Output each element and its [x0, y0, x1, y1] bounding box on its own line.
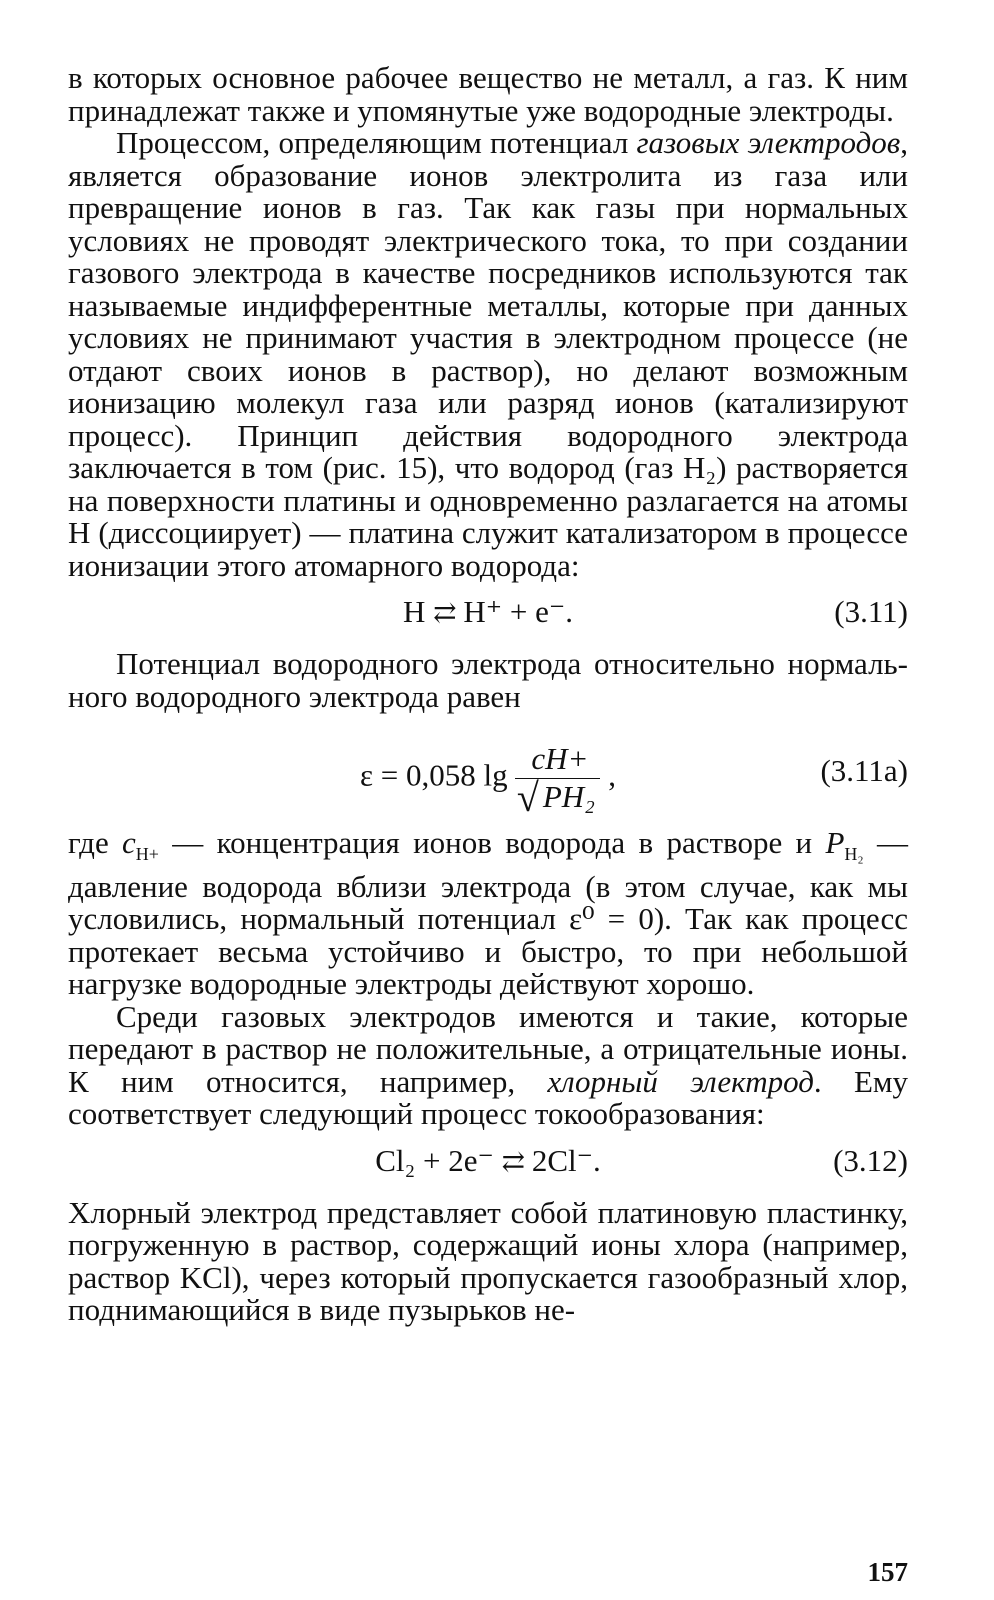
formula-3-12 [68, 1131, 908, 1197]
text: — давление водорода вблизи электрода (в этом случае, как мы условились, нормальный потенциал ε⁰ = 0). Так как процесс протекает весьма устойчиво и быстро, то при небольшой нагрузке водородные электроды действуют хорошо. [68, 825, 908, 1002]
fraction [515, 741, 600, 820]
formula-3-11 [68, 582, 908, 648]
formula-rhs: H⁺ + e⁻. [463, 594, 573, 629]
fraction-denominator [515, 774, 600, 820]
formula-number: (3.11a) [820, 753, 908, 788]
emphasis: газовых электродов [636, 125, 901, 160]
formula-expression [68, 741, 908, 820]
equilibrium-arrow-icon: ⇄ [433, 598, 456, 629]
symbol: c [122, 825, 136, 860]
text: где [68, 825, 123, 860]
paragraph-2 [68, 127, 908, 582]
text: , является образование ионов электролита из газа или превращение ионов в газ. Так как газы при нормальных условиях не проводят электрического тока, то при создании газового электрода в качестве посредников используются так называемые индифферентные металлы, которые при данных условиях не принимают участия в электродном процессе (не отдают своих ионов в раствор), но делают возможным ионизацию молекул газа или разряд ионов (катализируют процесс). Принцип действия водородного электрода заключается в том (рис. 15), что водород (газ H₂) растворяется на поверхности платины и одновременно разлагается на атомы H (диссоциирует) — платина служит катализатором в процессе ионизации этого атомарного водорода: [68, 125, 908, 583]
formula-expression [68, 1142, 908, 1180]
formula-rhs: 2Cl⁻. [531, 1142, 601, 1178]
formula-3-11a [68, 713, 908, 827]
paragraph-3: Потенциал водородного электрода относительно нормального водородного электрода равен [68, 646, 908, 714]
page-body [68, 62, 908, 1327]
sqrt-icon: √ [516, 774, 539, 820]
radicand: PH₂ [539, 778, 599, 814]
equilibrium-arrow-icon: ⇄ [501, 1146, 525, 1178]
paragraph-1: в которых основное рабочее вещество не металл, а газ. К ним принадлежат также и упомянутые уже водородные электроды. [68, 60, 908, 128]
page-number: 157 [867, 1557, 908, 1587]
formula-number: (3.12) [833, 1142, 908, 1178]
symbol: P [825, 825, 845, 860]
text: Среди газовых электродов имеются и такие, которые передают в раствор не положительные, а отрицательные ионы. К ним относится, например, [68, 998, 908, 1099]
emphasis: хлорный электрод [547, 1063, 814, 1099]
formula-lhs: H [403, 594, 426, 629]
text: . Ему соответствует следующий процесс токообразования: [68, 1063, 908, 1132]
formula-tail: , [608, 757, 616, 793]
paragraph-5 [68, 998, 908, 1132]
paragraph-4 [68, 827, 908, 1001]
formula-lhs: ε = 0,058 lg [360, 757, 508, 793]
subscript: H+ [135, 844, 159, 865]
text: Процессом, определяющим потенциал [116, 125, 637, 160]
formula-lhs: Cl₂ + 2e⁻ [375, 1142, 494, 1178]
text: — концентрация ионов водорода в растворе и [158, 825, 826, 860]
formula-expression [68, 596, 908, 631]
formula-number: (3.11) [834, 594, 908, 629]
paragraph-6: Хлорный электрод представляет собой платиновую пластинку, погруженную в раствор, содержащий ионы хлора (например, раствор KCl), через который пропускается газообразный хлор, поднимающийся в виде пузырьков не- [68, 1194, 908, 1328]
subscript: H₂ [844, 844, 864, 865]
fraction-numerator: cH+ [515, 743, 600, 779]
